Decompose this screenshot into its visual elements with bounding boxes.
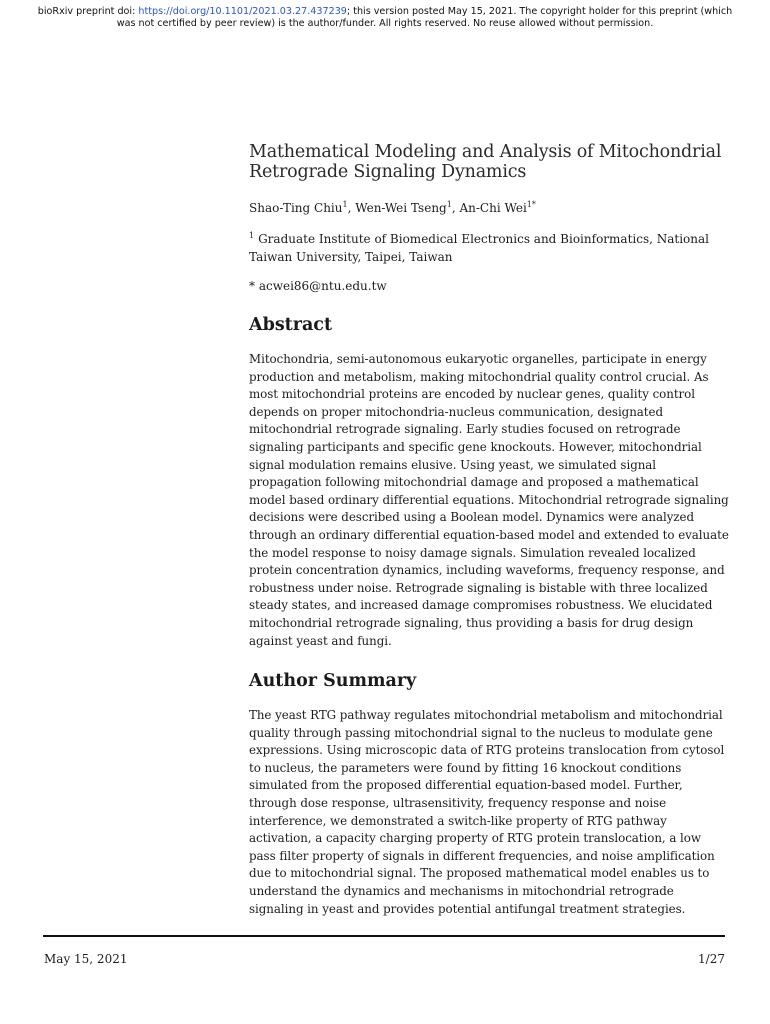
preprint-notice-line2: was not certified by peer review) is the author/funder. All rights reserved. No reuse allowed without permission. xyxy=(116,18,654,29)
author-name: An-Chi Wei xyxy=(459,201,527,215)
preprint-notice-line1 xyxy=(0,6,770,18)
author-summary-heading: Author Summary xyxy=(249,671,417,692)
footer-date: May 15, 2021 xyxy=(44,952,128,966)
preprint-notice xyxy=(0,6,770,30)
paper-title-line1: Mathematical Modeling and Analysis of Mitochondrial xyxy=(249,142,722,162)
preprint-suffix: ; this version posted May 15, 2021. The copyright holder for this preprint (which xyxy=(346,6,733,17)
author-name: Shao-Ting Chiu xyxy=(249,201,343,215)
affiliation-mark: 1 xyxy=(249,231,255,240)
paper-title xyxy=(249,142,730,182)
author-summary-text: The yeast RTG pathway regulates mitochondrial metabolism and mitochondrial quality through passing mitochondrial signal to the nucleus to modulate gene expressions. Using microscopic data of RTG proteins translocation from cytosol to nucleus, the parameters were found by fitting 16 knockout conditions simulated from the proposed differential equation-based model. Further, through dose response, ultrasensitivity, frequency response and noise interference, we demonstrated a switch-like property of RTG pathway activation, a capacity charging property of RTG protein translocation, a low pass filter property of signals in different frequencies, and noise amplification due to mitochondrial signal. The proposed mathematical model enables us to understand the dynamics and mechanisms in mitochondrial retrograde signaling in yeast and provides potential antifungal treatment strategies. xyxy=(249,708,725,916)
author-separator: , xyxy=(347,201,356,215)
abstract-heading: Abstract xyxy=(249,315,333,335)
author-name: Wen-Wei Tseng xyxy=(355,201,447,215)
affiliation-text: Graduate Institute of Biomedical Electronics and Bioinformatics, National Taiwan University, Taipei, Taiwan xyxy=(249,232,709,264)
author-separator: , xyxy=(451,201,460,215)
doi-link[interactable]: https://doi.org/10.1101/2021.03.27.437239 xyxy=(138,6,347,17)
abstract-text: Mitochondria, semi-autonomous eukaryotic organelles, participate in energy production and metabolism, making mitochondrial quality control crucial. As most mitochondrial proteins are encoded by nuclear genes, quality control depends on proper mitochondria-nucleus communication, designated mitochondrial retrograde signaling. Early studies focused on retrograde signaling participants and specific gene knockouts. However, mitochondrial signal modulation remains elusive. Using yeast, we simulated signal propagation following mitochondrial damage and proposed a mathematical model based ordinary differential equations. Mitochondrial retrograde signaling decisions were described using a Boolean model. Dynamics were analyzed through an ordinary differential equation-based model and extended to evaluate the model response to noisy damage signals. Simulation revealed localized protein concentration dynamics, including waveforms, frequency response, and robustness under noise. Retrograde signaling is bistable with three localized steady states, and increased damage compromises robustness. We elucidated mitochondrial retrograde signaling, thus providing a basis for drug design against yeast and fungi. xyxy=(249,352,729,648)
paper-title-line2: Retrograde Signaling Dynamics xyxy=(249,162,527,182)
author-affiliation-mark: 1 xyxy=(446,200,452,209)
page-number: 1/27 xyxy=(698,952,725,966)
author-affiliation-mark: 1* xyxy=(526,200,536,209)
author-list xyxy=(249,201,730,216)
footer-divider xyxy=(43,935,725,937)
author-affiliation-mark: 1 xyxy=(342,200,348,209)
affiliation xyxy=(249,230,730,266)
corresponding-email: * acwei86@ntu.edu.tw xyxy=(249,279,387,293)
paper-body xyxy=(249,142,730,930)
preprint-prefix: bioRxiv preprint doi: xyxy=(37,6,139,17)
